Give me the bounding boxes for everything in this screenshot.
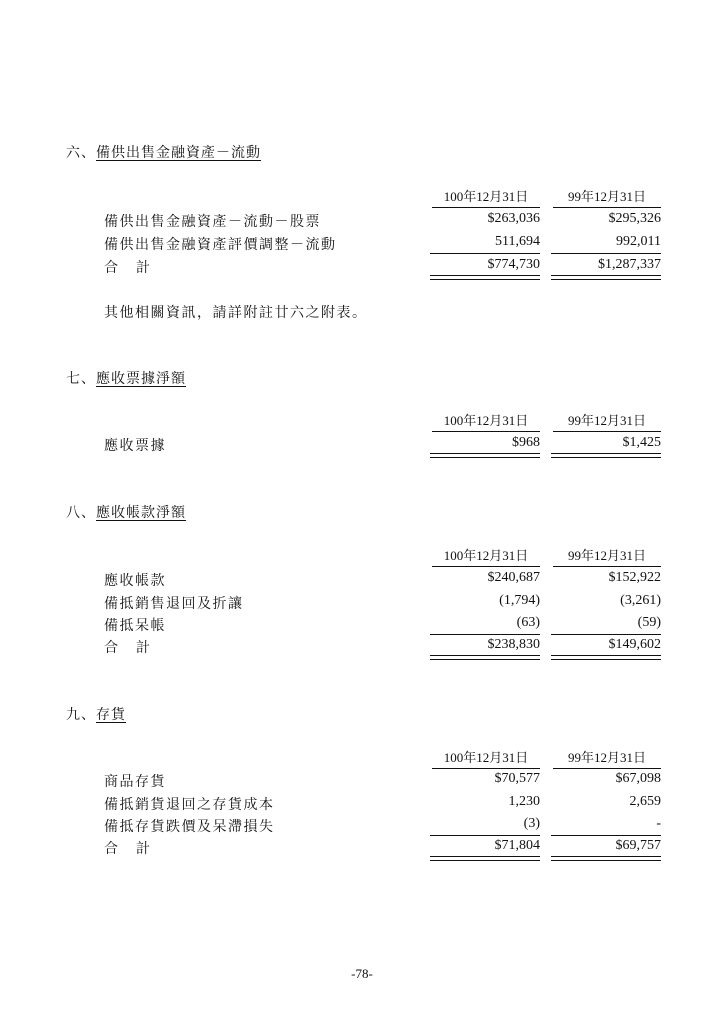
column-header-2011: 100年12月31日 <box>432 186 540 208</box>
subtotal-rule <box>430 634 540 635</box>
row-label: 備抵銷貨退回之存貨成本 <box>104 797 275 813</box>
total-value-2010: $69,757 <box>615 838 661 853</box>
row-value-2010: $67,098 <box>615 771 661 786</box>
page-number: -78- <box>351 966 373 981</box>
row-value-2011: $240,687 <box>487 570 540 585</box>
subtotal-rule <box>430 253 540 254</box>
column-header-2010: 99年12月31日 <box>553 545 661 567</box>
section-heading-7 <box>66 368 186 388</box>
subtotal-rule <box>430 835 540 836</box>
column-header-2011: 100年12月31日 <box>432 545 540 567</box>
total-double-rule <box>551 856 661 861</box>
row-label: 備抵存貨跌價及呆滯損失 <box>104 819 275 835</box>
total-value-2010: $1,287,337 <box>598 257 661 272</box>
total-double-rule <box>430 275 540 280</box>
total-double-rule <box>551 453 661 458</box>
row-value-2011: $968 <box>512 435 540 450</box>
total-double-rule <box>430 453 540 458</box>
total-label: 合計 <box>104 260 168 276</box>
total-double-rule <box>430 856 540 861</box>
row-label: 備供出售金融資產－流動－股票 <box>104 214 321 230</box>
column-header-2011: 100年12月31日 <box>432 410 540 432</box>
row-value-2010: $295,326 <box>608 211 661 226</box>
section-title: 備供出售金融資產－流動 <box>96 145 261 161</box>
section-title: 存貨 <box>96 707 126 723</box>
subtotal-rule <box>551 835 661 836</box>
row-value-2011: $263,036 <box>487 211 540 226</box>
row-value-2010: 2,659 <box>629 794 661 809</box>
total-double-rule <box>551 275 661 280</box>
row-value-2010: (59) <box>637 615 661 630</box>
total-label: 合計 <box>104 841 168 857</box>
row-label: 應收帳款 <box>104 573 166 589</box>
section-title: 應收票據淨額 <box>96 371 186 387</box>
total-double-rule <box>551 655 661 660</box>
total-double-rule <box>430 655 540 660</box>
row-value-2011: (63) <box>516 615 540 630</box>
column-header-2011: 100年12月31日 <box>432 747 540 769</box>
row-value-2011: (3) <box>523 816 540 831</box>
row-label: 備抵銷售退回及折讓 <box>104 596 244 612</box>
total-value-2011: $238,830 <box>487 637 540 652</box>
section-number: 七、 <box>66 371 96 387</box>
row-value-2010: - <box>656 816 661 831</box>
row-label: 應收票據 <box>104 438 166 454</box>
section-heading-6 <box>66 142 261 162</box>
column-header-2010: 99年12月31日 <box>553 747 661 769</box>
row-value-2011: 511,694 <box>495 234 540 249</box>
total-value-2011: $774,730 <box>487 257 540 272</box>
column-header-2010: 99年12月31日 <box>553 186 661 208</box>
row-label: 商品存貨 <box>104 774 166 790</box>
row-value-2011: $70,577 <box>494 771 540 786</box>
subtotal-rule <box>551 634 661 635</box>
row-value-2010: 992,011 <box>616 234 661 249</box>
row-value-2010: $1,425 <box>622 435 661 450</box>
section-title: 應收帳款淨額 <box>96 505 186 521</box>
total-value-2011: $71,804 <box>494 838 540 853</box>
total-label: 合計 <box>104 640 168 656</box>
section-number: 六、 <box>66 145 96 161</box>
subtotal-rule <box>551 253 661 254</box>
row-value-2011: 1,230 <box>508 794 540 809</box>
row-value-2010: $152,922 <box>608 570 661 585</box>
row-label: 備抵呆帳 <box>104 618 166 634</box>
section-heading-9 <box>66 704 126 724</box>
section-number: 九、 <box>66 707 96 723</box>
row-label: 備供出售金融資產評價調整－流動 <box>104 237 337 253</box>
section-heading-8 <box>66 502 186 522</box>
note-text: 其他相關資訊，請詳附註廿六之附表。 <box>104 305 368 321</box>
column-header-2010: 99年12月31日 <box>553 410 661 432</box>
total-value-2010: $149,602 <box>608 637 661 652</box>
row-value-2010: (3,261) <box>620 593 661 608</box>
section-number: 八、 <box>66 505 96 521</box>
row-value-2011: (1,794) <box>499 593 540 608</box>
